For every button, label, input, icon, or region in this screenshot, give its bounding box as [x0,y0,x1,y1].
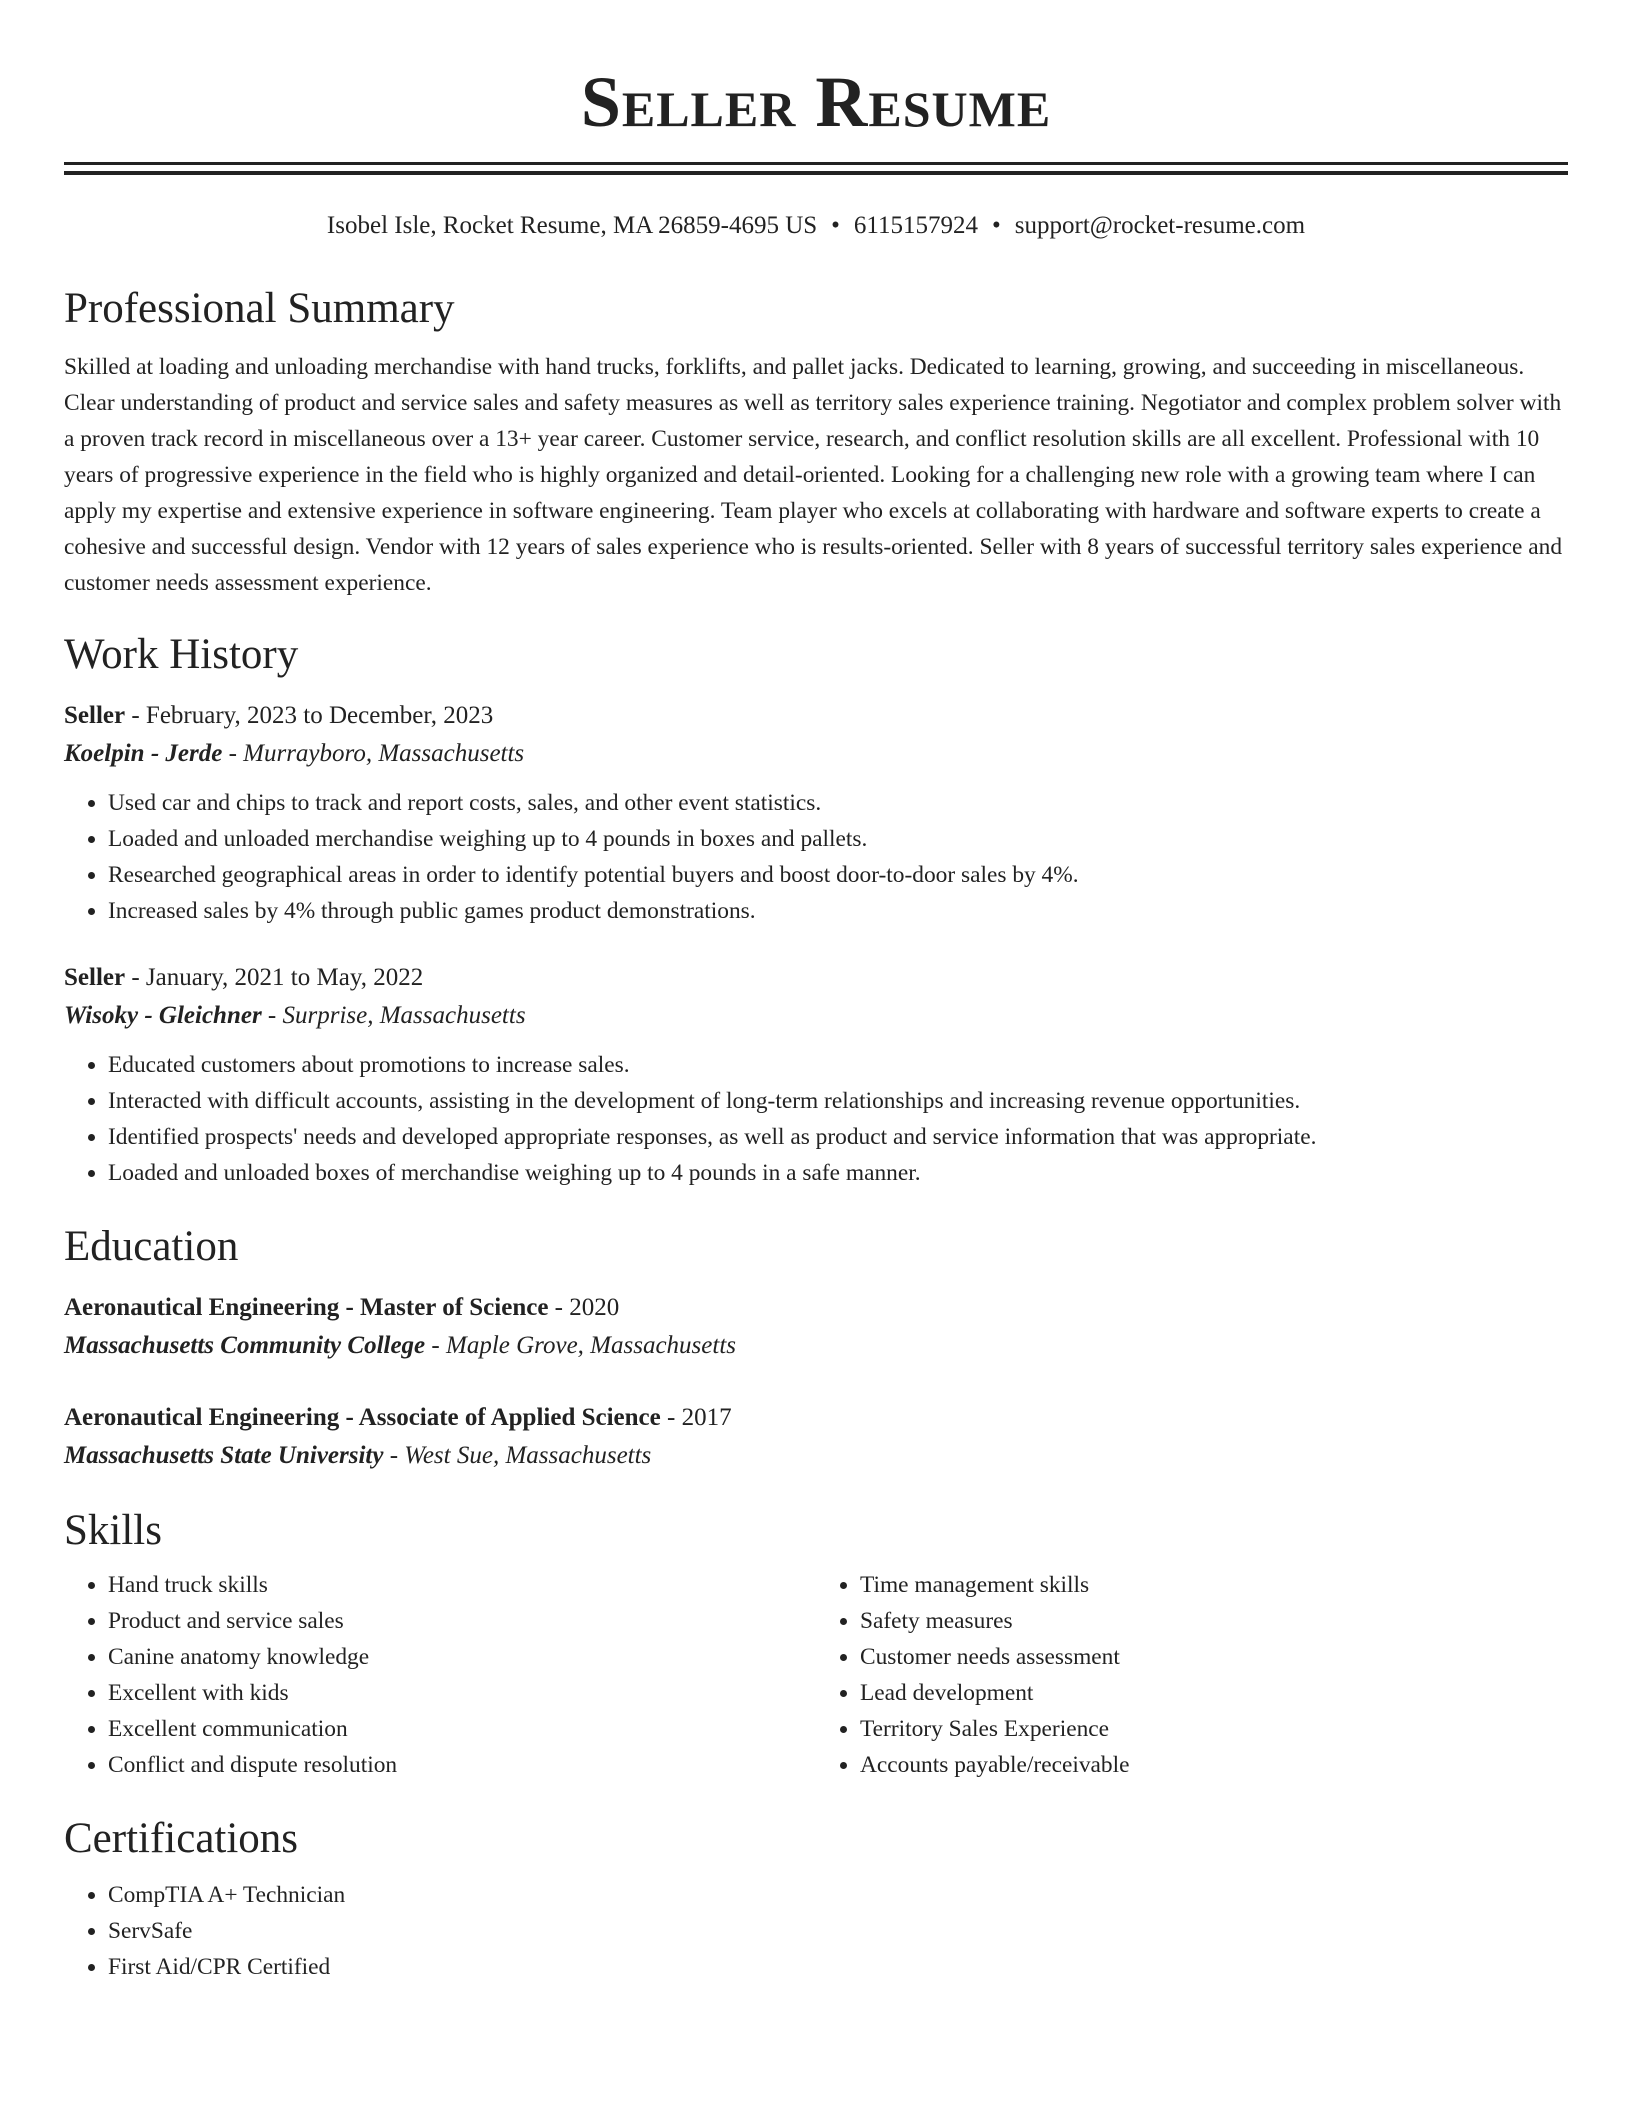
work-history-heading: Work History [64,631,299,678]
title-divider-top [64,162,1568,165]
degree: Aeronautical Engineering - Master of Science [64,1294,549,1321]
list-item: • Researched geographical areas in order to identify potential buyers and boost door-to-door sales by 4%. [108,857,1568,893]
list-item: • Loaded and unloaded merchandise weighing up to 4 pounds in boxes and pallets. [108,821,1568,857]
skills-columns [64,1567,1568,1783]
skills-right-list [816,1567,1568,1783]
school-line [64,1327,1568,1365]
school-location: - Maple Grove, Massachusetts [425,1332,736,1359]
list-item: • Customer needs assessment [860,1639,1568,1675]
job-title: Seller [64,964,126,991]
list-item: • Identified prospects' needs and developed appropriate responses, as well as product and service information that was appropriate. [108,1119,1568,1155]
list-item: • Excellent with kids [108,1675,816,1711]
job-company: Wisoky - Gleichner [64,1002,262,1029]
job-title-line [64,959,1568,997]
page-title: Seller Resume [580,62,1052,142]
degree-year: - 2017 [660,1404,732,1431]
list-item: • Time management skills [860,1567,1568,1603]
degree-year: - 2020 [548,1294,620,1321]
education-entry [64,1399,1568,1475]
summary-heading: Professional Summary [64,285,455,332]
contact-address: Isobel Isle, Rocket Resume, MA 26859-4695 US [326,212,818,239]
job-bullets [64,785,1568,929]
title-divider-bottom [64,171,1568,175]
contact-phone: 6115157924 [853,212,978,239]
job-company-line [64,997,1568,1035]
list-item: • Educated customers about promotions to increase sales. [108,1047,1568,1083]
job-title: Seller [64,702,126,729]
work-entry [64,959,1568,1191]
list-item: • Hand truck skills [108,1567,816,1603]
contact-email: support@rocket-resume.com [1014,212,1306,239]
job-dates: - February, 2023 to December, 2023 [125,702,494,729]
list-item: • Interacted with difficult accounts, assisting in the development of long-term relationships and increasing revenue opportunities. [108,1083,1568,1119]
contact-separator: • [831,212,840,239]
certifications-list [64,1877,1568,1985]
list-item: • Excellent communication [108,1711,816,1747]
job-location: - Surprise, Massachusetts [261,1002,526,1029]
degree-line [64,1399,1568,1437]
skills-heading: Skills [64,1507,162,1554]
job-location: - Murrayboro, Massachusetts [222,740,525,767]
list-item: • ServSafe [108,1913,1568,1949]
list-item: • Canine anatomy knowledge [108,1639,816,1675]
work-entry [64,697,1568,929]
school: Massachusetts State University [64,1442,384,1469]
list-item: • Accounts payable/receivable [860,1747,1568,1783]
job-title-line [64,697,1568,735]
list-item: • Increased sales by 4% through public games product demonstrations. [108,893,1568,929]
school: Massachusetts Community College [64,1332,426,1359]
degree: Aeronautical Engineering - Associate of Applied Science [64,1404,661,1431]
list-item: • Conflict and dispute resolution [108,1747,816,1783]
summary-text: Skilled at loading and unloading merchandise with hand trucks, forklifts, and pallet jacks. Dedicated to learning, growing, and succeeding in miscellaneous. Clear understanding of product and service sales and safety measures as well as territory sales experience training. Negotiator and complex problem solver with a proven track record in miscellaneous over a 13+ year career. Customer service, research, and conflict resolution skills are all excellent. Professional with 10 years of progressive experience in the field who is highly organized and detail-oriented. Looking for a challenging new role with a growing team where I can apply my expertise and extensive experience in software engineering. Team player who excels at collaborating with hardware and software experts to create a cohesive and successful design. Vendor with 12 years of sales experience who is results-oriented. Seller with 8 years of successful territory sales experience and customer needs assessment experience. [64,354,1563,596]
list-item: • Used car and chips to track and report costs, sales, and other event statistics. [108,785,1568,821]
job-dates: - January, 2021 to May, 2022 [125,964,424,991]
list-item: • First Aid/CPR Certified [108,1949,1568,1985]
school-line [64,1437,1568,1475]
job-company-line [64,735,1568,773]
job-company: Koelpin - Jerde [64,740,223,767]
education-entry [64,1289,1568,1365]
list-item: • Lead development [860,1675,1568,1711]
education-heading: Education [64,1223,239,1270]
skills-left-list [64,1567,816,1783]
list-item: • Territory Sales Experience [860,1711,1568,1747]
list-item: • Product and service sales [108,1603,816,1639]
certifications-heading: Certifications [64,1815,299,1862]
list-item: • Safety measures [860,1603,1568,1639]
job-bullets [64,1047,1568,1191]
contact-line [64,209,1568,243]
school-location: - West Sue, Massachusetts [383,1442,652,1469]
list-item: • Loaded and unloaded boxes of merchandise weighing up to 4 pounds in a safe manner. [108,1155,1568,1191]
degree-line [64,1289,1568,1327]
list-item: • CompTIA A+ Technician [108,1877,1568,1913]
contact-separator: • [992,212,1001,239]
